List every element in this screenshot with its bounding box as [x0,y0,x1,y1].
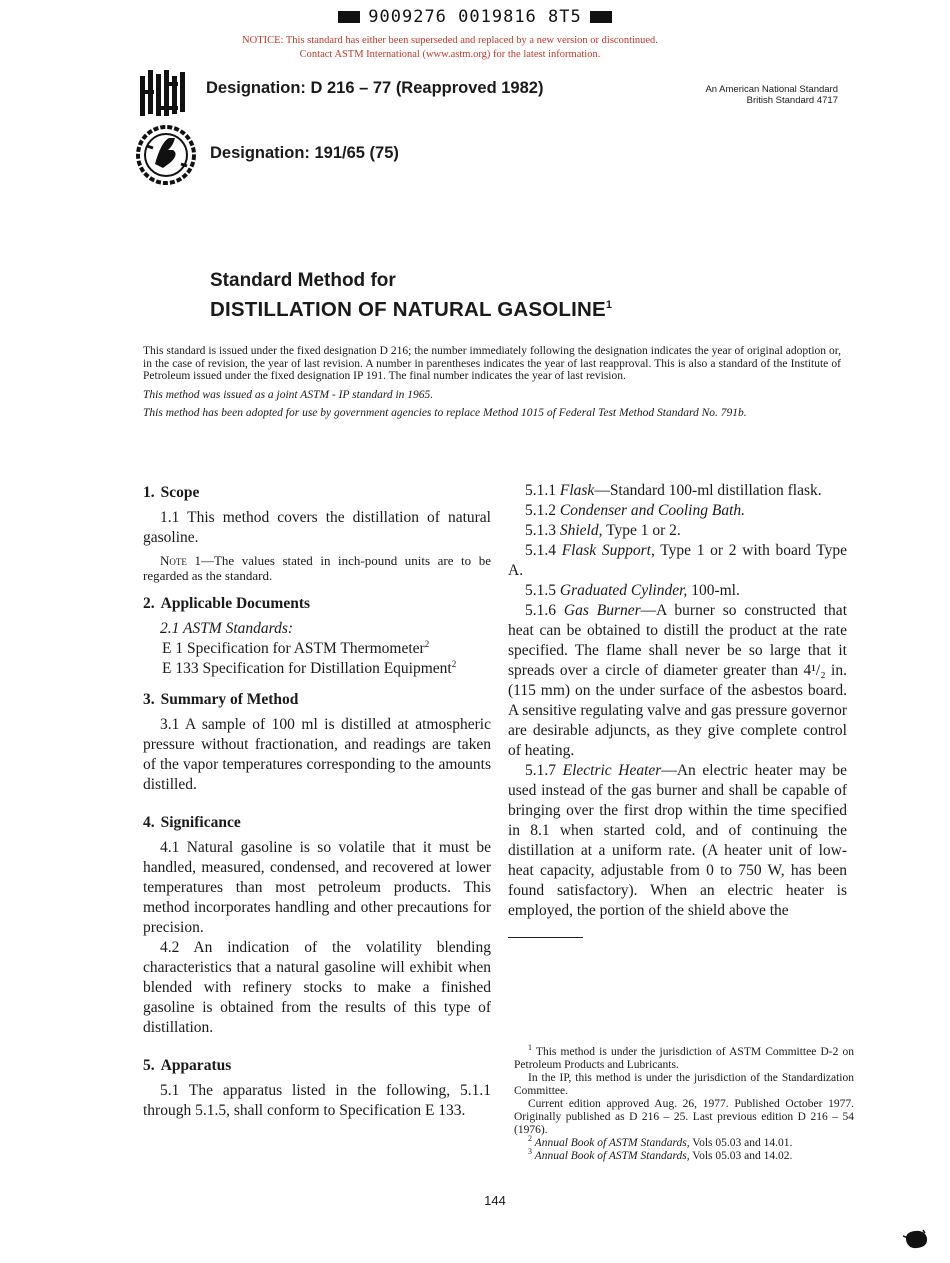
item-term: Graduated Cylinder, [559,582,688,599]
item-text: Type 1 or 2. [602,522,681,539]
left-column [143,483,491,1121]
section-number: 5. [143,1057,155,1074]
summary-paragraph: 3.1 A sample of 100 ml is distilled at atmospheric pressure without fractionation, and readings are taken of the vapor temperatures corresponding to the amounts distilled. [143,716,491,793]
ans-line-1: An American National Standard [705,84,838,95]
astm-standards-label: 2.1 ASTM Standards: [160,620,294,637]
section-title: Significance [160,814,241,831]
item-5-1-3 [508,521,847,541]
item-5-1-2 [508,501,847,521]
section-heading-significance [143,813,491,833]
footnote-marker: 2 [528,1134,532,1144]
footnote-text: This method is under the jurisdiction of ASTM Committee D-2 on Petroleum Products and Lubricants. [514,1046,854,1071]
item-number: 5.1.1 [525,482,556,499]
right-column [508,481,847,938]
item-5-1-1 [508,481,847,501]
item-term: Gas Burner [563,602,641,619]
title-footnote-ref: 1 [605,299,613,312]
supersede-notice [0,34,900,62]
reference-text: E 133 Specification for Distillation Equipment [162,660,452,677]
footnote-book: Annual Book of ASTM Standards, [532,1150,690,1162]
astm-logo-icon [138,68,190,120]
barcode-text: 9009276 0019816 8T5 [368,7,582,27]
item-text: —Standard 100-ml distillation flask. [594,482,822,499]
footnote-marker: 1 [528,1043,532,1053]
scope-paragraph: 1.1 This method covers the distillation of natural gasoline. [143,509,491,546]
footnote-marker: 3 [528,1147,532,1157]
section-number: 4. [143,814,155,831]
item-5-1-6 [508,601,847,761]
footnote-2 [514,1134,854,1150]
section-heading-apparatus [143,1056,491,1076]
item-5-1-4 [508,541,847,581]
ink-blot-icon [903,1228,929,1250]
footnote-divider [508,937,583,938]
intro-paragraph: This standard is issued under the fixed designation D 216; the number immediately following the designation indicates the year of original adoption or, in the case of revision, the year of last revision. A number in parentheses indicates the year of last reapproval. This is also a standard of the Institute of Petroleum issued under the fixed designation IP 191. The final number indicates the year of last revision. [143,345,841,382]
item-number: 5.1.7 [525,762,556,779]
section-heading-scope [143,483,491,503]
item-text: —An electric heater may be used instead of the gas burner and shall be capable of bringing over the first drop within the time specified in 8.1 when started cold, and of continuing the distillation at a uniform rate. (A heater unit of low-heat capacity, adjustable from 0 to 750 W, has been found satisfactory). When an electric heater is employed, the portion of the shield above the [508,762,848,919]
barcode-line [0,7,950,27]
significance-paragraph-2: 4.2 An indication of the volatility blending characteristics that a natural gasoline will exhibit when blended with refinery stocks to make a finished gasoline is obtained from the results of this type of distillation. [143,939,491,1036]
ans-line-2: British Standard 4717 [746,95,838,106]
section-title: Summary of Method [160,691,299,708]
note-text: —The values stated in inch-pound units are to be regarded as the standard. [143,553,491,583]
section-heading-summary [143,690,491,710]
item-number: 5.1.3 [525,522,556,539]
note-label: Note 1 [160,553,201,568]
footnote-ref: 2 [451,658,457,669]
section-title: Apparatus [160,1057,232,1074]
footnote-1-edition: Current edition approved Aug. 26, 1977. Published October 1977. Originally published as D 216 – 25. Last previous edition D 216 – 54 (1976). [514,1098,854,1136]
item-number: 5.1.2 [525,502,556,519]
intro-adoption-note: This method has been adopted for use by government agencies to replace Method 1015 of Federal Test Method Standard No. 791b. [143,407,747,419]
footnote-1 [514,1043,854,1072]
notice-line-1: NOTICE: This standard has either been superseded and replaced by a new version or discontinued. [242,35,658,46]
footnote-1-ip: In the IP, this method is under the jurisdiction of the Standardization Committee. [514,1072,854,1097]
item-5-1-5 [508,581,847,601]
astm-designation: Designation: D 216 – 77 (Reapproved 1982) [206,79,544,97]
item-5-1-7 [508,761,847,921]
footnote-text: Vols 05.03 and 14.01. [689,1137,793,1149]
apparatus-paragraph: 5.1 The apparatus listed in the following, 5.1.1 through 5.1.5, shall conform to Specification E 133. [143,1082,491,1119]
item-term: Flask Support, [561,542,655,559]
footnotes [514,1043,854,1163]
footnote-ref: 2 [424,638,430,649]
footnote-text: Vols 05.03 and 14.02. [689,1150,793,1162]
page-number: 144 [484,1193,506,1208]
title-text: DISTILLATION OF NATURAL GASOLINE [210,298,606,321]
section-title: Applicable Documents [160,595,311,612]
item-text: —A burner so constructed that heat can be obtained to distill the product at the rate specified. The flame shall never be so large that it spreads over a circle of diameter greater than 4¹/₂ in. (115 mm) on the under surface of the asbestos board. A sensitive regulating valve and gas pressure governor are desirable adjuncts, as they give complete control of heating. [508,602,847,759]
item-term: Flask [559,482,595,499]
barcode-block-right [590,11,612,23]
footnote-3 [514,1147,854,1163]
item-term: Electric Heater [562,762,662,779]
item-number: 5.1.5 [525,582,556,599]
national-standard-label [705,84,838,106]
item-text: 100-ml. [687,582,740,599]
title-prefix: Standard Method for [210,270,396,291]
section-heading-applicable-documents [143,594,491,614]
reference-text: E 1 Specification for ASTM Thermometer [162,640,425,657]
item-text: Type 1 or 2 with board Type A. [508,542,848,579]
barcode-block-left [338,11,360,23]
intro-joint-note: This method was issued as a joint ASTM - IP standard in 1965. [143,388,434,401]
scope-note [143,553,491,583]
section-number: 2. [143,595,155,612]
item-term: Condenser and Cooling Bath. [559,502,746,519]
page-title [210,298,612,322]
section-number: 1. [143,484,155,501]
item-number: 5.1.6 [525,602,556,619]
section-title: Scope [160,484,200,501]
intro-block [143,345,841,426]
item-term: Shield, [559,522,603,539]
significance-paragraph-1: 4.1 Natural gasoline is so volatile that it must be handled, measured, condensed, and recovered at lower temperatures than most petroleum products. This method incorporates handling and other precautions for precision. [143,839,491,936]
ip-logo-icon [133,124,201,186]
reference-e133 [143,659,491,679]
ip-designation: Designation: 191/65 (75) [210,144,399,162]
footnote-book: Annual Book of ASTM Standards, [532,1137,690,1149]
reference-e1 [143,639,491,659]
notice-line-2: Contact ASTM International (www.astm.org) for the latest information. [299,49,601,60]
item-number: 5.1.4 [525,542,556,559]
section-number: 3. [143,691,155,708]
